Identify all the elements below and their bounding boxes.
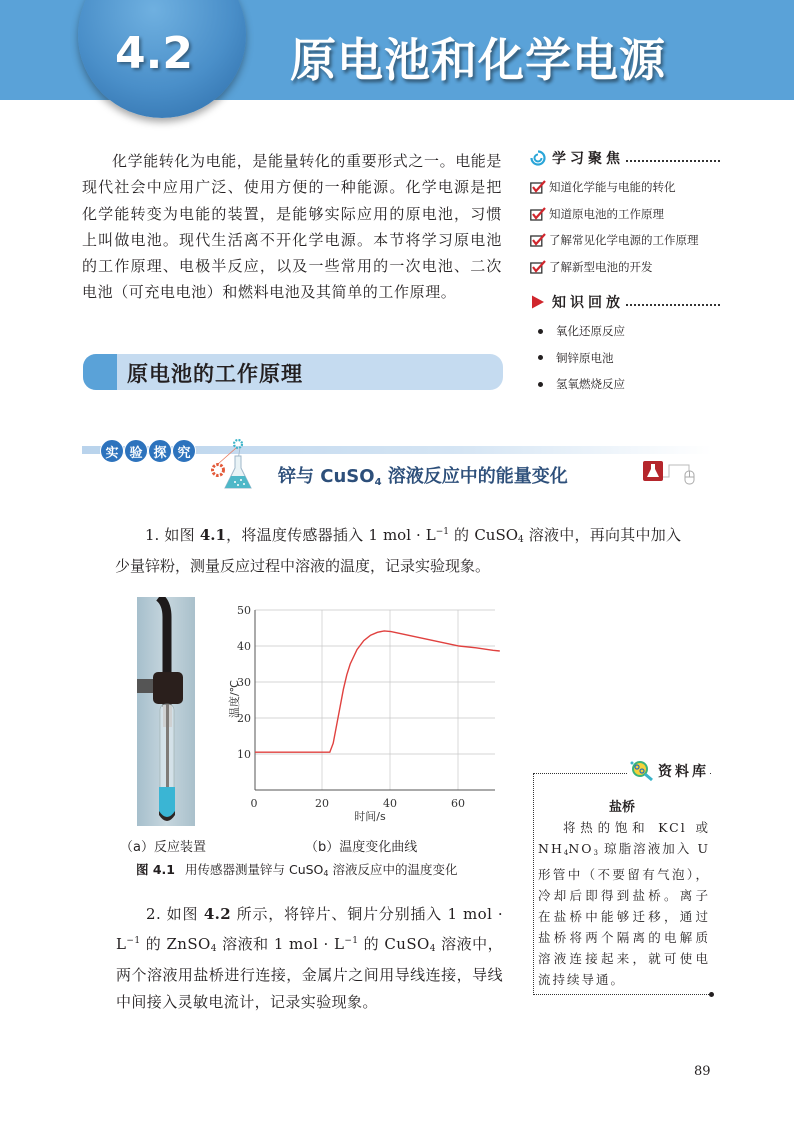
experiment-title: 锌与 CuSO$_4$ 溶液反应中的能量变化	[278, 466, 568, 488]
page-number: 89	[694, 1064, 711, 1079]
intro-paragraph: 化学能转化为电能，是能量转化的重要形式之一。电能是现代社会中应用广泛、使用方便的一种能源。化学电源是把化学能转变为电能的装置，是能够实际应用的原电池，习惯上叫做电池。现代生活离不开化学电源。本节将学习原电池的工作原理、电极半反应，以及一些常用的一次电池、二次电池（可充电电池）和燃料电池及其简单的工作原理。	[82, 152, 503, 302]
svg-text:20: 20	[315, 797, 329, 810]
chart-grid	[255, 610, 495, 790]
figure-caption-b: （b）温度变化曲线	[305, 840, 418, 855]
review-item: 铜锌原电池	[530, 345, 720, 372]
focus-title: 学习聚焦	[552, 151, 624, 167]
focus-item: 知道原电池的工作原理	[530, 201, 720, 228]
review-heading	[530, 292, 720, 312]
checkbox-checked-icon	[530, 260, 546, 274]
chart-axes	[255, 610, 495, 790]
focus-item: 了解新型电池的开发	[530, 254, 720, 281]
svg-text:0: 0	[250, 797, 258, 810]
section-number: 4.2	[115, 28, 193, 79]
dotted-leader	[626, 160, 720, 162]
resource-subtitle: 盐桥	[608, 800, 635, 815]
experiment-badge: 验	[124, 439, 148, 463]
box-end-dot	[709, 992, 714, 997]
resource-body: 将热的饱和 KCl 或 $NH_4NO_3$ 琼脂溶液加入 U 形管中（不要留有气泡），冷却后即得到盐桥。离子在盐桥中能够迁移，通过盐桥将两个隔离的电解质溶液连接起来，就可使电流持续导通。	[538, 820, 710, 987]
procedure-step-1: 1. 如图 4.1，将温度传感器插入 1 mol · $L^{-1}$ 的 CuSO$_4$ 溶液中，再向其中加入少量锌粉，测量反应过程中溶液的温度，记录实验现象。	[115, 526, 681, 575]
svg-text:20: 20	[237, 712, 251, 725]
lab-flask-mouse-icon	[643, 459, 701, 487]
figure-caption-a: （a）反应装置	[120, 840, 206, 855]
x-axis-label: 时间/s	[354, 810, 386, 822]
svg-text:30: 30	[237, 676, 251, 689]
review-title: 知识回放	[552, 295, 624, 311]
x-tick-labels	[251, 797, 466, 810]
section-title: 原电池的工作原理	[127, 362, 303, 386]
resource-heading	[627, 760, 709, 782]
reaction-apparatus-photo	[137, 597, 195, 826]
focus-item: 了解常见化学电源的工作原理	[530, 227, 720, 254]
y-axis-label: 温度/℃	[228, 679, 241, 719]
procedure-step-2: 2. 如图 4.2 所示，将锌片、铜片分别插入 1 mol · $L^{-1}$ 的 ZnSO$_4$ 溶液和 1 mol · $L^{-1}$ 的 CuSO$_4$ 溶液中，两个溶液用盐桥进行连接，金属片之间用导线连接，导线中间接入灵敏电流计，记录实验现象。	[116, 905, 503, 1011]
svg-text:40: 40	[383, 797, 397, 810]
review-item: 氢氧燃烧反应	[530, 371, 720, 398]
section-tab-accent	[83, 354, 117, 390]
dotted-leader	[626, 304, 720, 306]
sidebar	[530, 148, 720, 398]
temperature-line	[255, 631, 500, 752]
checkbox-checked-icon	[530, 233, 546, 247]
checkbox-checked-icon	[530, 180, 546, 194]
experiment-badge: 探	[148, 439, 172, 463]
focus-swirl-icon	[530, 150, 546, 166]
review-item: 氧化还原反应	[530, 318, 720, 345]
section-heading-bar	[83, 354, 503, 390]
figure-caption: 图 4.1 用传感器测量锌与 CuSO$_4$ 溶液反应中的温度变化	[136, 862, 458, 878]
play-triangle-icon	[530, 294, 546, 310]
bullet-icon	[538, 355, 543, 360]
magnifier-icon	[629, 760, 655, 782]
svg-text:60: 60	[451, 797, 465, 810]
svg-text:10: 10	[237, 748, 251, 761]
chapter-title: 原电池和化学电源	[290, 33, 666, 87]
focus-item: 知道化学能与电能的转化	[530, 174, 720, 201]
checkbox-checked-icon	[530, 207, 546, 221]
gear-flask-icon	[208, 436, 268, 494]
svg-text:50: 50	[237, 604, 251, 617]
experiment-badges	[100, 439, 196, 463]
bullet-icon	[538, 329, 543, 334]
experiment-badge: 实	[100, 439, 124, 463]
temperature-curve-chart	[225, 597, 500, 822]
svg-text:40: 40	[237, 640, 251, 653]
resource-title: 资料库	[658, 764, 709, 780]
focus-heading	[530, 148, 720, 168]
review-list	[530, 318, 720, 398]
focus-list	[530, 174, 720, 280]
experiment-badge: 究	[172, 439, 196, 463]
bullet-icon	[538, 382, 543, 387]
